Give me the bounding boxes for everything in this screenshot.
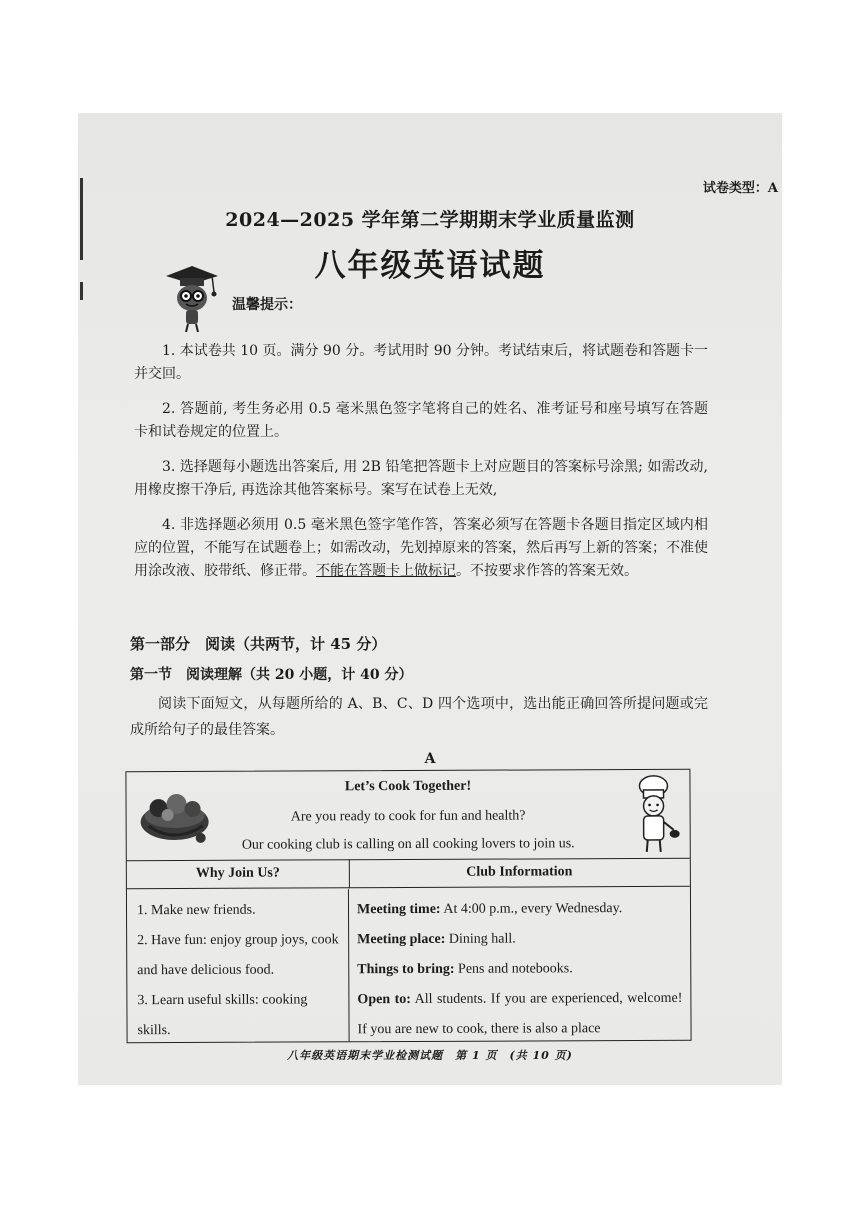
tips-label: 温馨提示： [232,297,302,313]
passage-letter: A [424,751,436,767]
list-item: 3. Learn useful skills: cooking skills. [137,992,308,1039]
note-item: 2. 答题前, 考生务必用 0.5 毫米黑色签字笔将自己的姓名、准考证号和座号填写在答题卡和试卷规定的位置上。 [134,401,708,440]
note-item: 3. 选择题每小题选出答案后, 用 2B 铅笔把答题卡上对应题目的答案标号涂黑; 如需改动, 用橡皮擦干净后, 再选涂其他答案标号。案写在试卷上无效, [134,459,708,498]
ad-header [126,770,689,861]
info-label: Meeting place: [357,931,446,948]
section-instructions: 阅读下面短文，从每题所给的 A、B、C、D 四个选项中，选出能正确回答所提问题或完成所给句子的最佳答案。 [130,696,708,738]
paper-type-label: 试卷类型：A [702,181,778,196]
note-item [134,514,708,583]
cooking-club-ad [125,769,691,1043]
note-text: 4. 非选择题必须用 0.5 毫米黑色签字笔作答，答案必须写在答题卡各题目指定区域内相应的位置，不能写在试题卷上；如需改动，先划掉原来的答案，然后再写上新的答案；不准使用涂改液、胶带纸、修正带。 [134,517,708,579]
ad-subtitle: Are you ready to cook for fun and health? [290,808,526,825]
club-info-header: Club Information [349,858,690,888]
info-item [357,984,682,1045]
list-item: 2. Have fun: enjoy group joys, cook and have delicious food. [137,932,339,979]
info-value: Pens and notebooks. [454,961,573,977]
ad-subtitle: Our cooking club is calling on all cooking lovers to join us. [241,836,575,853]
exam-title-line2: 八年级英语试题 [314,248,546,284]
page-footer: 八年级英语期末学业检测试题 第 1 页 (共 10 页) [287,1049,573,1062]
info-item [357,924,682,955]
info-label: Meeting time: [356,901,441,918]
info-label: Things to bring: [357,961,455,978]
info-value: Dining hall. [445,931,516,947]
chef-icon [627,774,679,854]
exam-notes [134,340,708,595]
exam-title-line1: 2024—2025 学年第二学期期末学业质量监测 [225,209,635,231]
why-join-header: Why Join Us? [127,859,350,889]
info-value: All students. If you are experienced, welcome! If you are new to cook, there is also a place [357,990,683,1038]
info-label: Open to: [357,991,411,1008]
note-item: 1. 本试卷共 10 页。满分 90 分。考试用时 90 分钟。考试结束后，将试题卷和答题卡一并交回。 [134,343,708,382]
info-item [357,894,682,925]
info-item [357,954,682,985]
club-info-list [349,888,691,1041]
section-heading: 第一节 阅读理解（共 20 小题，计 40 分） [130,667,413,683]
part-heading: 第一部分 阅读（共两节，计 45 分） [130,635,387,653]
note-underlined-text: 不能在答题卡上做标记 [316,563,456,579]
list-item: 1. Make new friends. [136,902,256,919]
reasons-list [127,889,350,1042]
note-text: 。不按要求作答的答案无效。 [456,563,638,579]
ad-title: Let’s Cook Together! [344,778,472,795]
info-value: At 4:00 p.m., every Wednesday. [440,901,623,917]
graduate-mascot-icon [160,262,220,334]
